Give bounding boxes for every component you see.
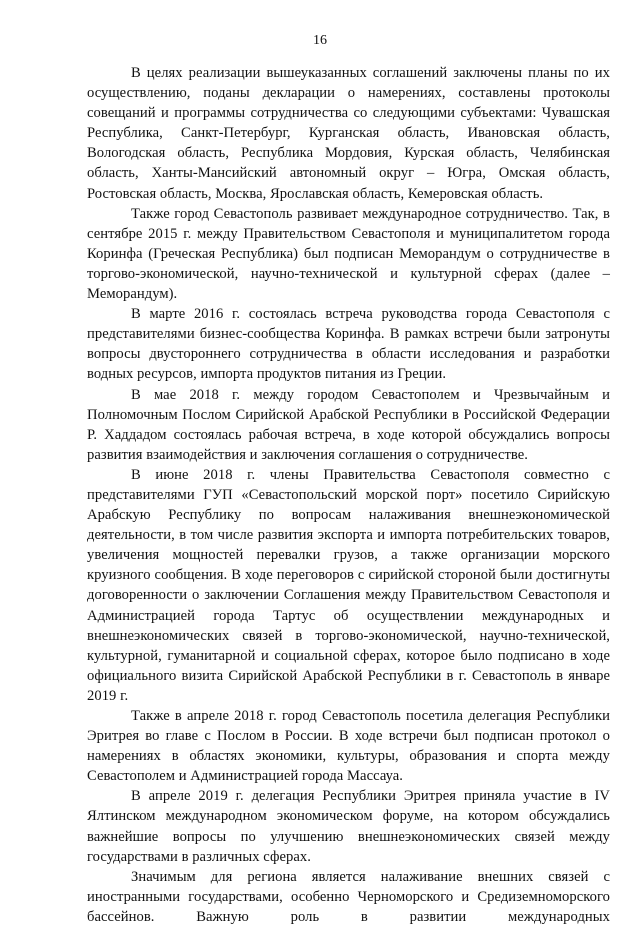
paragraph-eritrea-delegation: Также в апреле 2018 г. город Севастополь посетила делегация Республики Эритрея во главе с Послом в России. В ходе встречи был подписан протокол о намерениях в областях экономики, культуры, образования и спорта между Севастополем и Администрацией города Массауа. bbox=[87, 708, 610, 785]
paragraph-regional-agreements: В целях реализации вышеуказанных соглашений заключены планы по их осуществлению, поданы декларации о намерениях, составлены протоколы совещаний и программы сотрудничества со следующими субъектами: Чувашская Республика, Санкт-Петербург, Курганская область, Ивановская область, Вологодская область, Республика Мордовия, Курская область, Челябинская область, Ханты-Мансийский автономный округ – Югра, Омская область, Ростовская область, Москва, Ярославская область, Кемеровская область. bbox=[87, 65, 610, 202]
paragraph-external-relations: Значимым для региона является налаживание внешних связей с иностранными государствами, особенно Черноморского и Средиземноморского бассейнов. Важную роль в развитии международных bbox=[87, 868, 610, 925]
paragraph-corinth-business-meeting: В марте 2016 г. состоялась встреча руководства города Севастополя с представителями бизнес-сообщества Коринфа. В рамках встречи были затронуты вопросы двустороннего сотрудничества в области исследования и разработки водных ресурсов, импорта продуктов питания из Греции. bbox=[87, 306, 610, 383]
paragraph-syria-ambassador-meeting: В мае 2018 г. между городом Севастополем и Чрезвычайным и Полномочным Послом Сирийской Арабской Республики в Российской Федерации Р. Хаддадом состоялась рабочая встреча, в ходе которой обсуждались вопросы развития взаимодействия и заключения соглашения о сотрудничестве. bbox=[87, 386, 610, 463]
paragraph-yalta-forum: В апреле 2019 г. делегация Республики Эритрея приняла участие в IV Ялтинском международном экономическом форуме, на котором обсуждались важнейшие вопросы по улучшению внешнеэкономических связей между государствами в различных сферах. bbox=[87, 788, 610, 865]
page-number: 16 bbox=[313, 33, 327, 48]
document-body bbox=[87, 63, 610, 927]
paragraph-syria-visit-tartus: В июне 2018 г. члены Правительства Севастополя совместно с представителями ГУП «Севастопольский морской порт» посетило Сирийскую Арабскую Республику по вопросам налаживания внешнеэкономической деятельности, в том числе развития экспорта и импорта потребительских товаров, увеличения мощностей перевалки грузов, а также организации морского круизного сообщения. В ходе переговоров с сирийской стороной были достигнуты договоренности о заключении Соглашения между Правительством Севастополя и Администрацией города Тартус об осуществлении международных и внешнеэкономических связей в торгово-экономической, научно-технической, культурной, гуманитарной и социальной сферах, которое было подписано в ходе официального визита Сирийской Арабской Республики в г. Севастополь в январе 2019 г. bbox=[87, 466, 610, 704]
paragraph-corinth-memorandum: Также город Севастополь развивает международное сотрудничество. Так, в сентябре 2015 г. между Правительством Севастополя и муниципалитетом города Коринфа (Греческая Республика) был подписан Меморандум о сотрудничестве в торгово-экономической, научно-технической и культурной сферах (далее – Меморандум). bbox=[87, 205, 610, 303]
